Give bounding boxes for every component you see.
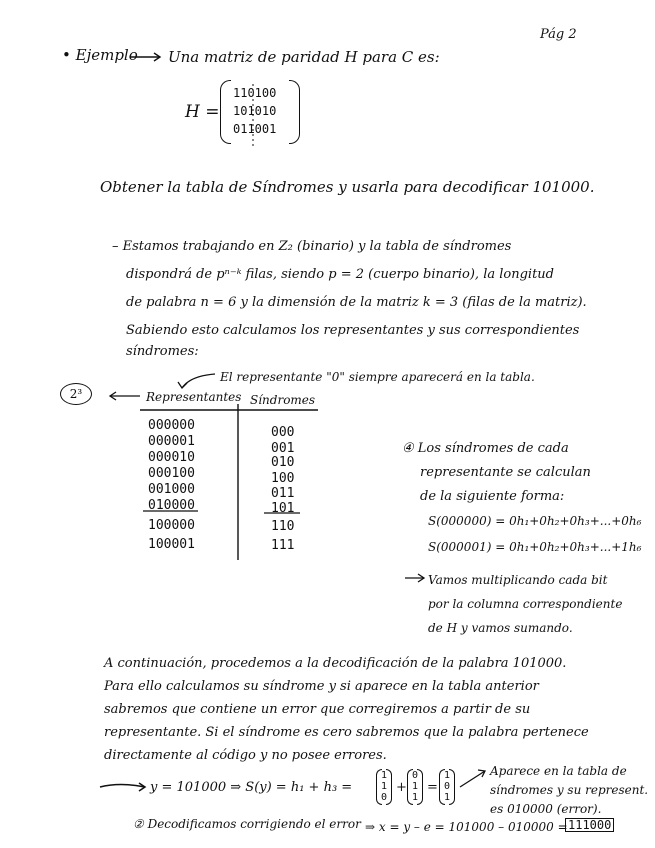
decoding-line-3: sabremos que contiene un error que corregiremos a partir de su	[104, 702, 531, 717]
matrix-label: H =	[185, 102, 220, 122]
equation-arrow	[100, 785, 145, 788]
explanation-line-2: dispondrá de pⁿ⁻ᵏ filas, siendo p = 2 (cuerpo binario), la longitud	[126, 267, 554, 282]
side-formula-2: S(000001) = 0h₁+0h₂+0h₃+...+1h₆	[428, 540, 642, 554]
vector-entry: 1	[412, 792, 419, 803]
header-syndromes: Síndromes	[250, 393, 316, 407]
side-formula-1: S(000000) = 0h₁+0h₂+0h₃+...+0h₆	[428, 514, 642, 528]
table-row-syn: 001	[271, 441, 295, 456]
decoding-line-2: Para ello calculamos su síndrome y si aparece en la tabla anterior	[104, 679, 539, 694]
table-row-syn: 000	[271, 425, 295, 440]
appears-note-3: es 010000 (error).	[490, 802, 602, 816]
vector-entry: 1	[381, 781, 388, 792]
vector-entry: 1	[412, 781, 419, 792]
table-row-syn: 111	[271, 538, 295, 553]
decoding-line-1: A continuación, procedemos a la decodificación de la palabra 101000.	[104, 656, 567, 671]
vector-entry: 0	[444, 781, 451, 792]
explanation-line-4: Sabiendo esto calculamos los representantes y sus correspondientes	[126, 323, 580, 338]
table-row-syn: 110	[271, 519, 295, 534]
multiply-note-1: Vamos multiplicando cada bit	[428, 573, 608, 587]
page-number: Pág 2	[540, 27, 577, 42]
table-row-rep: 100001	[148, 537, 195, 552]
side-note-line-1: ④ Los síndromes de cada	[402, 441, 569, 456]
syndrome-equation: y = 101000 ⇒ S(y) = h₁ + h₃ =	[150, 780, 353, 795]
zero-representative-note: El representante "0" siempre aparecerá en la tabla.	[220, 370, 535, 384]
matrix-row-3: 011001	[233, 122, 277, 136]
table-row-rep: 010000	[148, 498, 195, 513]
note-arrow-head	[178, 382, 187, 388]
decoded-result: 111000	[565, 818, 614, 832]
table-row-rep: 001000	[148, 482, 195, 497]
task-statement: Obtener la tabla de Síndromes y usarla para decodificar 101000.	[100, 178, 595, 196]
side-note-line-3: de la siguiente forma:	[420, 489, 565, 504]
equals-sign: =	[427, 780, 438, 795]
vector-entry: 1	[444, 770, 451, 781]
side-note-line-2: representante se calculan	[420, 465, 591, 480]
table-row-rep: 000100	[148, 466, 195, 481]
vector-entry: 0	[381, 792, 388, 803]
appears-arrow	[460, 771, 485, 787]
example-heading: • Ejemplo	[62, 46, 138, 64]
matrix-row-2: 101010	[233, 104, 277, 118]
appears-note-1: Aparece en la tabla de	[490, 764, 627, 778]
matrix-row-1: 110100	[233, 86, 277, 100]
vector-entry: 1	[381, 770, 388, 781]
table-row-rep: 000010	[148, 450, 195, 465]
vector-entry: 0	[412, 770, 419, 781]
table-row-syn: 010	[271, 455, 295, 470]
decoding-line-4: representante. Si el síndrome es cero sabremos que la palabra pertenece	[104, 725, 589, 740]
multiply-note-2: por la columna correspondiente	[428, 597, 623, 611]
table-row-rep: 000001	[148, 434, 195, 449]
example-statement: Una matriz de paridad H para C es:	[168, 48, 440, 66]
table-row-syn: 100	[271, 471, 295, 486]
explanation-line-3: de palabra n = 6 y la dimensión de la matriz k = 3 (filas de la matriz).	[126, 295, 587, 310]
header-representatives: Representantes	[146, 390, 242, 404]
explanation-line-1: – Estamos trabajando en Z₂ (binario) y la tabla de síndromes	[112, 239, 512, 254]
final-equation: ⇒ x = y – e = 101000 – 010000 =	[365, 820, 568, 834]
multiply-note-3: de H y vamos sumando.	[428, 621, 573, 635]
table-row-rep: 000000	[148, 418, 195, 433]
table-row-syn: 101	[271, 501, 295, 516]
appears-note-2: síndromes y su represent.	[490, 783, 649, 797]
vector-entry: 1	[444, 792, 451, 803]
table-row-syn: 011	[271, 486, 295, 501]
row-count-marker: 2³	[60, 383, 92, 405]
explanation-line-5: síndromes:	[126, 344, 199, 359]
note-arrow	[182, 374, 215, 388]
plus-sign: +	[396, 780, 407, 795]
final-prefix: ② Decodificamos corrigiendo el error	[133, 817, 361, 831]
decoding-line-5: directamente al código y no posee errores.	[104, 748, 387, 763]
table-row-rep: 100000	[148, 518, 195, 533]
